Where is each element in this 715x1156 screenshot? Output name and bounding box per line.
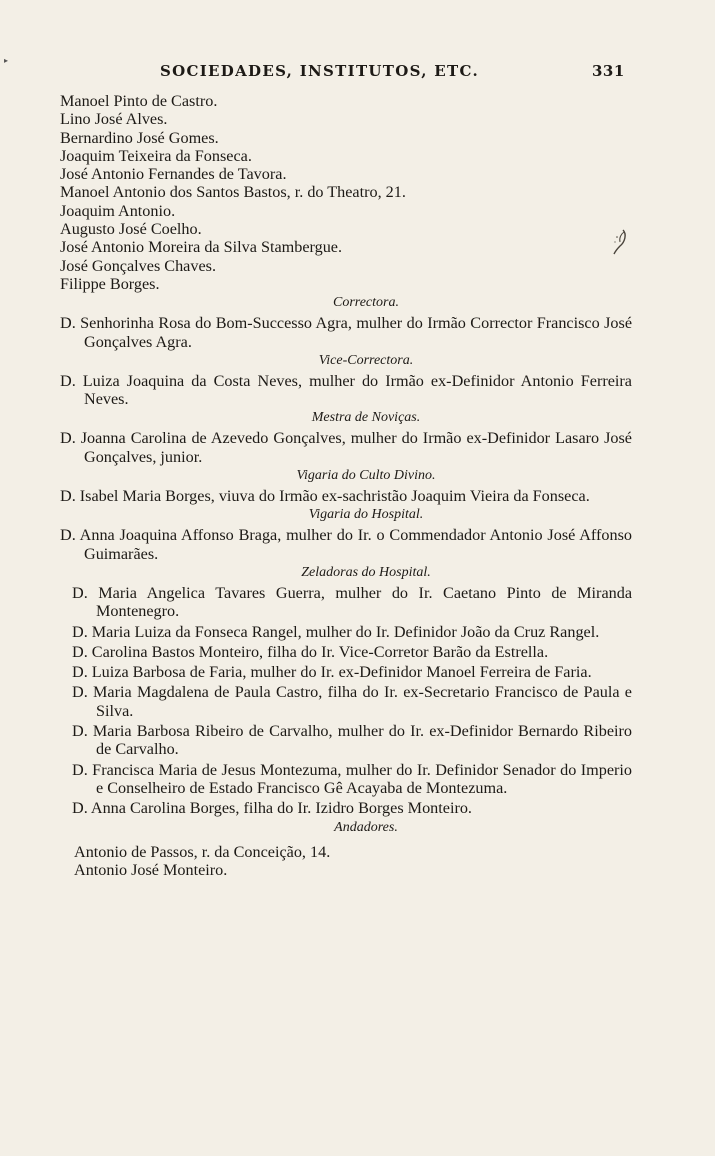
section-heading-zeladoras: Zeladoras do Hospital. [301, 564, 431, 580]
list-item: José Antonio Fernandes de Tavora. [60, 165, 287, 184]
running-header [0, 62, 715, 86]
entry-vice-correctora: D. Luiza Joaquina da Costa Neves, mulher do Irmão ex-Definidor Antonio Ferreira Neves. [60, 371, 632, 409]
list-item: José Antonio Moreira da Silva Stambergue. [60, 238, 343, 257]
page-number: 331 [592, 62, 625, 80]
page-body [60, 92, 632, 879]
entry-zeladora: D. Maria Barbosa Ribeiro de Carvalho, mulher do Ir. ex-Definidor Bernardo Ribeiro de Carvalho. [72, 722, 632, 759]
running-title: SOCIEDADES, INSTITUTOS, ETC. [160, 62, 479, 80]
entry-vigaria-culto: D. Isabel Maria Borges, viuva do Irmão ex-sachristão Joaquim Vieira da Fonseca. [60, 487, 590, 506]
entry-zeladora: D. Maria Angelica Tavares Guerra, mulher do Ir. Caetano Pinto de Miranda Montenegro. [72, 583, 632, 621]
entry-zeladora: D. Anna Carolina Borges, filha do Ir. Izidro Borges Monteiro. [72, 799, 472, 818]
entry-zeladora: D. Luiza Barbosa de Faria, mulher do Ir. ex-Definidor Manoel Ferreira de Faria. [72, 663, 592, 682]
list-item: Antonio de Passos, r. da Conceição, 14. [74, 842, 331, 861]
list-item: Joaquim Teixeira da Fonseca. [60, 146, 252, 165]
list-item: Manoel Antonio dos Santos Bastos, r. do Theatro, 21. [60, 183, 406, 202]
list-item: Manoel Pinto de Castro. [60, 92, 218, 110]
list-item: Augusto José Coelho. [60, 220, 202, 239]
andadores-list [74, 843, 632, 880]
list-item: Filippe Borges. [60, 274, 160, 293]
list-item: Lino José Alves. [60, 110, 168, 129]
margin-mark: ▸ [4, 56, 9, 65]
list-item: Joaquim Antonio. [60, 201, 176, 220]
section-heading-correctora: Correctora. [333, 295, 399, 311]
list-item: José Gonçalves Chaves. [60, 256, 216, 275]
section-heading-vigaria-culto: Vigaria do Culto Divino. [296, 468, 436, 484]
section-heading-andadores: Andadores. [334, 819, 398, 835]
entry-vigaria-hospital: D. Anna Joaquina Affonso Braga, mulher do Ir. o Commendador Antonio José Affonso Guimarães. [60, 526, 632, 563]
members-list [60, 92, 632, 293]
entry-zeladora: D. Maria Luiza da Fonseca Rangel, mulher do Ir. Definidor João da Cruz Rangel. [72, 622, 600, 641]
section-heading-vice-correctora: Vice-Correctora. [318, 352, 414, 368]
section-heading-mestra: Mestra de Noviças. [311, 410, 421, 426]
entry-correctora: D. Senhorinha Rosa do Bom-Successo Agra, mulher do Irmão Corrector Francisco José Gonçalves Agra. [60, 314, 632, 351]
list-item: Antonio José Monteiro. [74, 860, 228, 879]
entry-zeladora: D. Francisca Maria de Jesus Montezuma, mulher do Ir. Definidor Senador do Imperio e Conselheiro de Estado Francisco Gê Acayaba de Montezuma. [72, 760, 632, 797]
entry-zeladora: D. Maria Magdalena de Paula Castro, filha do Ir. ex-Secretario Francisco de Paula e Silva. [72, 683, 632, 720]
entry-mestra: D. Joanna Carolina de Azevedo Gonçalves, mulher do Irmão ex-Definidor Lasaro José Gonçalves, junior. [60, 429, 632, 466]
section-heading-vigaria-hospital: Vigaria do Hospital. [308, 507, 424, 523]
entry-zeladora: D. Carolina Bastos Monteiro, filha do Ir. Vice-Corretor Barão da Estrella. [72, 642, 549, 661]
list-item: Bernardino José Gomes. [60, 128, 219, 147]
